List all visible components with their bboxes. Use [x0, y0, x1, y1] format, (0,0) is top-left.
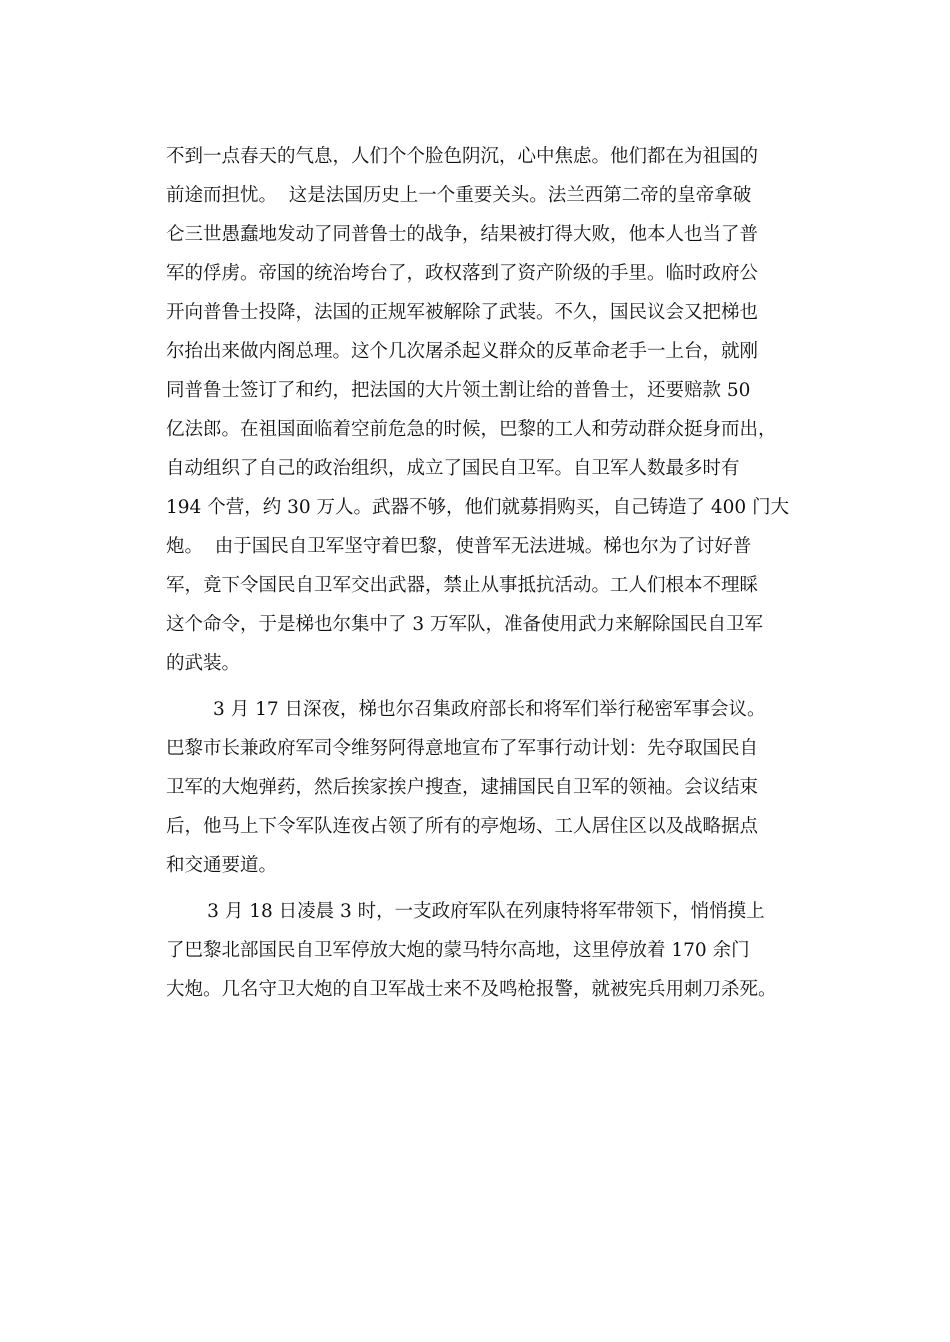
- text-line: 军的俘虏。帝国的统治垮台了，政权落到了资产阶级的手里。临时政府公: [166, 263, 759, 284]
- text-line: 开向普鲁士投降，法国的正规军被解除了武装。不久，国民议会又把梯也: [166, 302, 759, 323]
- text-line: 194 个营，约 30 万人。武器不够，他们就募捐购买，自己铸造了 400 门大: [166, 497, 790, 518]
- text-line: 尔抬出来做内阁总理。这个几次屠杀起义群众的反革命老手一上台，就刚: [166, 341, 759, 362]
- text-line: 仑三世愚蠢地发动了同普鲁士的战争，结果被打得大败，他本人也当了普: [166, 224, 759, 245]
- text-line: 和交通要道。: [166, 855, 278, 876]
- paragraph-1: [166, 137, 802, 683]
- paragraph-2: [166, 690, 802, 885]
- text-line: 军，竟下令国民自卫军交出武器，禁止从事抵抗活动。工人们根本不理睬: [166, 575, 759, 596]
- text-line: 卫军的大炮弹药，然后挨家挨户搜查，逮捕国民自卫军的领袖。会议结束: [166, 777, 759, 798]
- text-line: 这个命令，于是梯也尔集中了 3 万军队，准备使用武力来解除国民自卫军: [166, 614, 764, 635]
- text-line: 不到一点春天的气息，人们个个脸色阴沉，心中焦虑。他们都在为祖国的: [166, 146, 759, 167]
- body-text: [166, 137, 802, 1009]
- text-line: 前途而担忧。 这是法国历史上一个重要关头。法兰西第二帝的皇帝拿破: [166, 185, 752, 206]
- text-line: 3 月 17 日深夜，梯也尔召集政府部长和将军们举行秘密军事会议。: [166, 699, 766, 720]
- text-line: 大炮。几名守卫大炮的自卫军战士来不及鸣枪报警，就被宪兵用刺刀杀死。: [166, 979, 777, 1000]
- text-line: 了巴黎北部国民自卫军停放大炮的蒙马特尔高地，这里停放着 170 余门: [166, 940, 750, 961]
- text-line: 亿法郎。在祖国面临着空前危急的时候，巴黎的工人和劳动群众挺身而出，: [166, 419, 777, 440]
- text-line: 后，他马上下令军队连夜占领了所有的亭炮场、工人居住区以及战略据点: [166, 816, 759, 837]
- text-line: 同普鲁士签订了和约，把法国的大片领土割让给的普鲁士，还要赔款 50: [166, 380, 751, 401]
- text-line: 巴黎市长兼政府军司令维努阿得意地宣布了军事行动计划：先夺取国民自: [166, 738, 759, 759]
- text-line: 3 月 18 日凌晨 3 时，一支政府军队在列康特将军带领下，悄悄摸上: [166, 901, 765, 922]
- text-line: 自动组织了自己的政治组织，成立了国民自卫军。自卫军人数最多时有: [166, 458, 740, 479]
- text-line: 炮。 由于国民自卫军坚守着巴黎，使普军无法进城。梯也尔为了讨好普: [166, 536, 752, 557]
- paragraph-3: [166, 892, 802, 1009]
- text-line: 的武装。: [166, 653, 241, 674]
